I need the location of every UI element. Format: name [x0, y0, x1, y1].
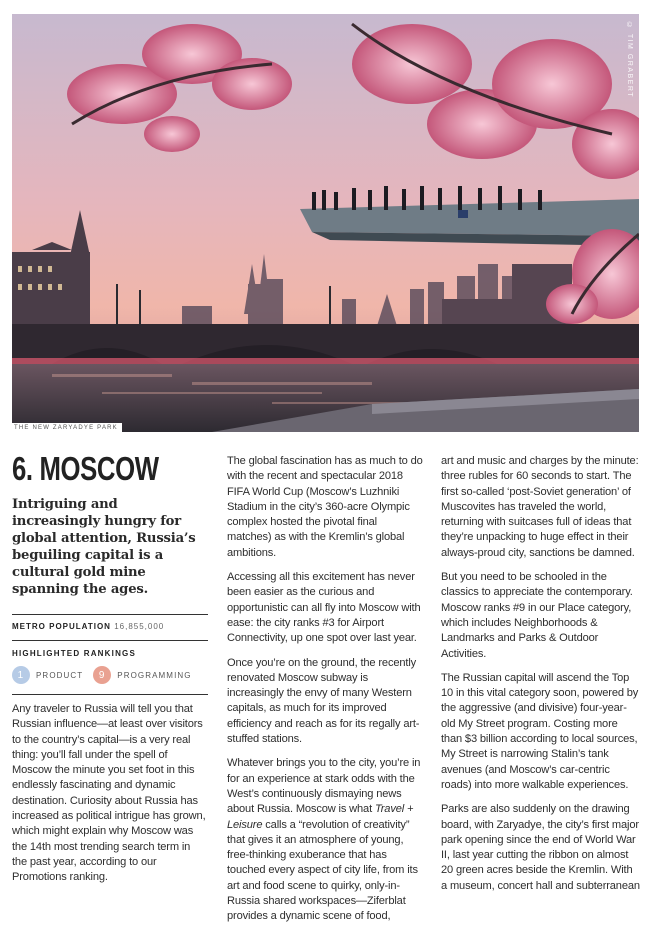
- body-paragraph: The global fascination has as much to do with the recent and spectacular 2018 FIFA World Cup (Moscow’s Luzhniki Stadium in the city’s 360-acre Olympic complex hosted the pivotal final matches) as with the Kremlin’s global ambitions.: [227, 455, 423, 559]
- zaryadye-park-illustration: [12, 14, 639, 432]
- rank-badge: 1: [12, 666, 30, 684]
- rank-label: PROGRAMMING: [117, 670, 192, 680]
- highlighted-rankings-title: HIGHLIGHTED RANKINGS: [12, 649, 136, 658]
- photo-caption: THE NEW ZARYADYE PARK: [12, 423, 122, 432]
- column-middle: [227, 454, 423, 934]
- ranking-product: [12, 666, 83, 684]
- body-text: calls a “revolution of creativity” that gives it an atmosphere of young, free-thinking exuberance that has touched every aspect of city life, from its art and food scene to quirky, only-in-Russia shared workspaces—Ziferblat provides a dynamic scene of food,: [227, 818, 418, 923]
- hero-photo: [12, 14, 639, 432]
- body-paragraph: The Russian capital will ascend the Top 10 in this vital category soon, powered by the aggressive (and divisive) four-year-old My Street program. Costing more than $3 billion according to local sources, My Street is narrowing Stalin’s tank avenues (and Moscow’s car-centric roads) into more walkable experiences.: [441, 671, 639, 791]
- rankings-list: [12, 658, 208, 694]
- metro-population-value: 16,855,000: [114, 622, 165, 631]
- body-paragraph: [227, 756, 423, 924]
- photo-credit: © TIM GRABERT: [626, 22, 633, 99]
- metro-population: [12, 615, 208, 640]
- rank-label: PRODUCT: [36, 670, 84, 680]
- column-left: [12, 452, 208, 895]
- body-paragraph: Once you’re on the ground, the recently renovated Moscow subway is increasingly the envy of many Western capitals, as much for its improved efficiency and reach as for its regally art-stuffed stations.: [227, 656, 420, 746]
- metro-population-label: METRO POPULATION: [12, 622, 111, 631]
- column-right: [441, 454, 641, 903]
- article-title: 6. MOSCOW: [12, 450, 159, 487]
- body-paragraph: Any traveler to Russia will tell you that Russian influence—at least over visitors to the country’s capital—is a very real thing: you’ll fall under the spell of Moscow the minute you set foot in this endlessly fascinating and dynamic destination. Curiosity about Russia has increased as political intrigue has grown, which might explain why Moscow was the 14th most trending search term in the past year, according to our Promotions ranking.: [12, 703, 206, 884]
- ranking-programming: [93, 666, 191, 684]
- body-paragraph: Parks are also suddenly on the drawing board, with Zaryadye, the city’s first major park opening since the end of World War II, last year cutting the ribbon on almost 20 green acres beside the Kremlin. With a museum, concert hall and subterranean: [441, 803, 640, 892]
- body-text: Whatever brings you to the city, you’re in for an experience at stark odds with the West’s continuously dismaying news about Russia. Moscow is what: [227, 757, 421, 816]
- divider: [12, 694, 208, 695]
- publication-name: Travel + Leisure: [227, 803, 414, 831]
- rank-badge: 9: [93, 666, 111, 684]
- body-paragraph: art and music and charges by the minute: three rubles for 60 seconds to start. The first so-called ‘post-Soviet generation’ of Muscovites has traveled the world, returning with suitcases full of ideas that they’re unpacking to huge effect in their always-proud city, sanctions be damned.: [441, 455, 639, 559]
- article-deck: Intriguing and increasingly hungry for global attention, Russia’s beguiling capital is a cultural gold mine spanning the ages.: [12, 497, 196, 597]
- body-paragraph: Accessing all this excitement has never been easier as the curious and opportunistic can all fly into Moscow with ease: the city ranks #3 for Airport Connectivity, up one spot over last year.: [227, 571, 421, 645]
- body-paragraph: But you need to be schooled in the classics to appreciate the contemporary. Moscow ranks #9 in our Place category, which includes Neighborhoods & Landmarks and Parks & Outdoor Activities.: [441, 571, 633, 660]
